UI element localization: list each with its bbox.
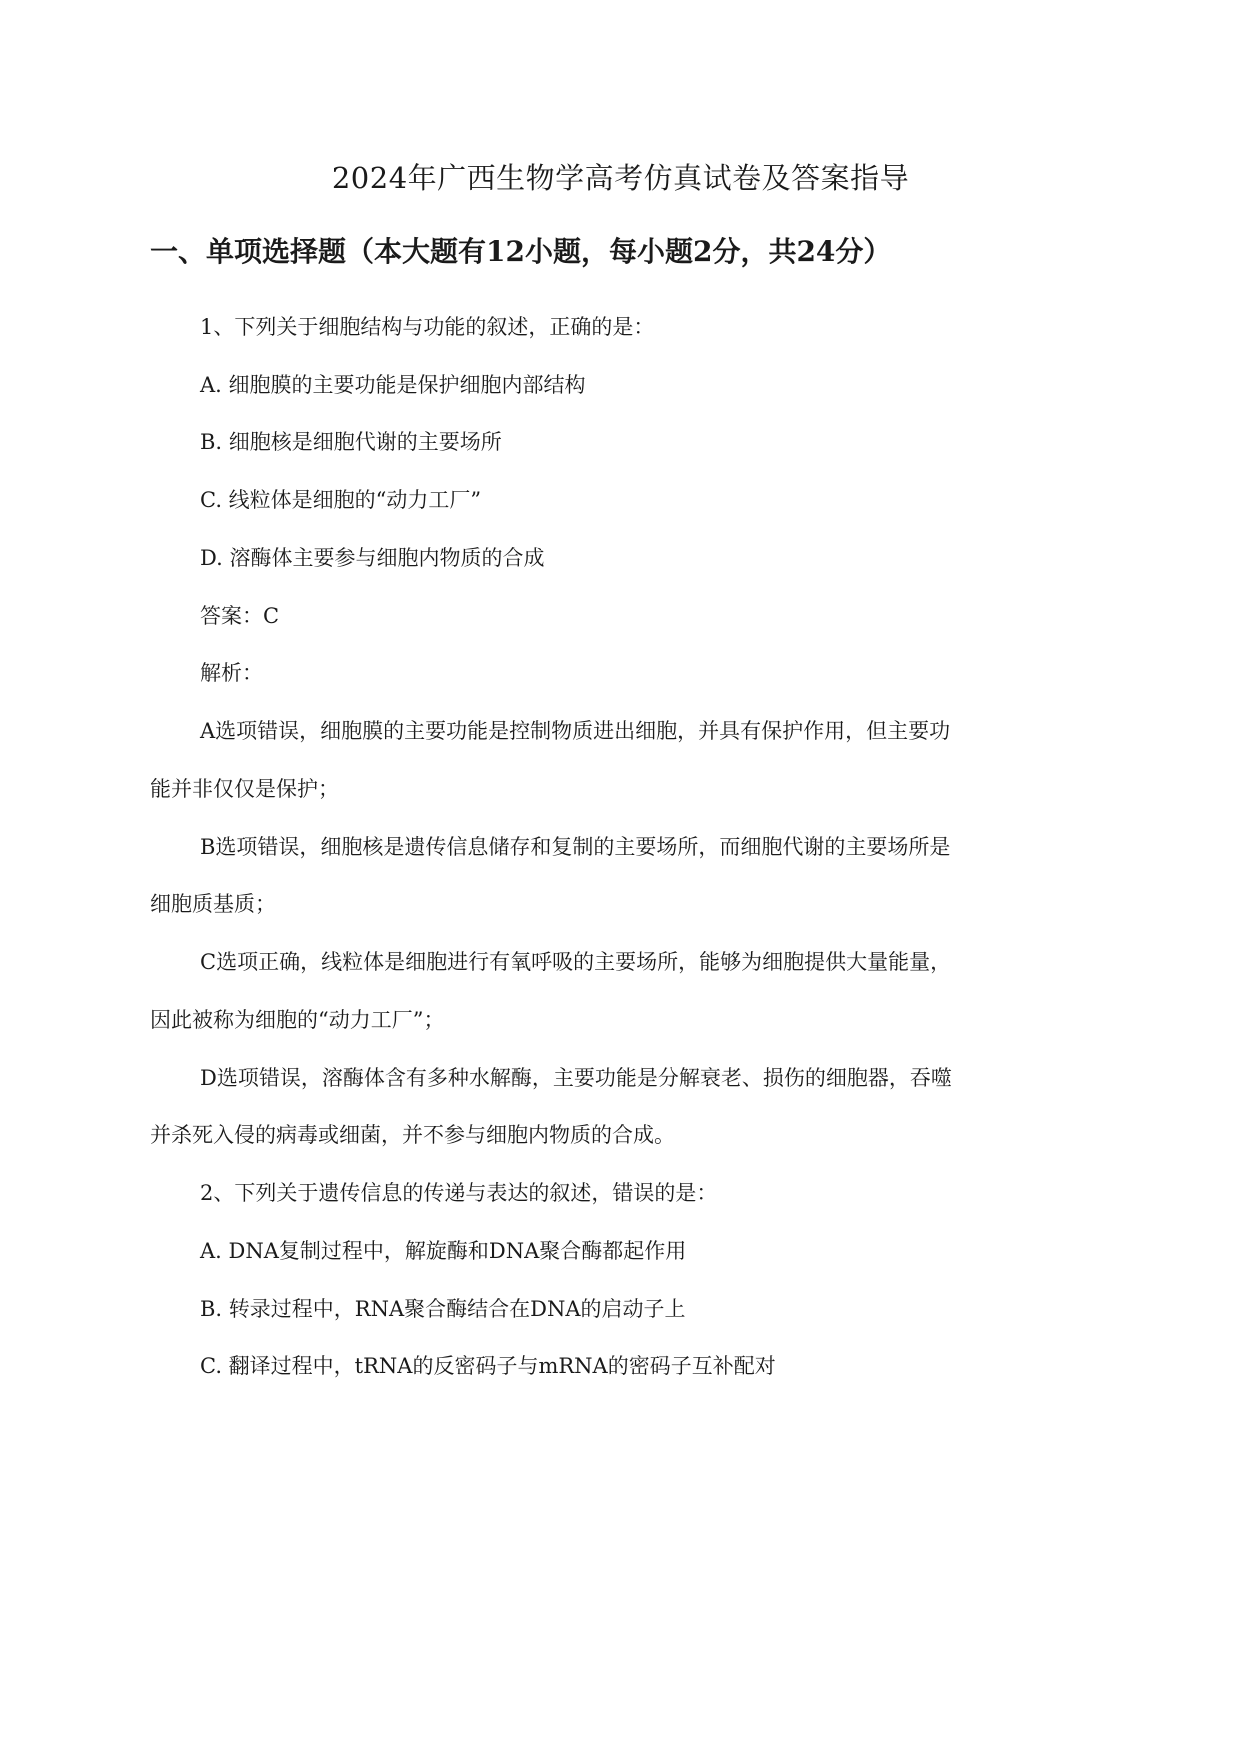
analysis-a-line-2: 能并非仅仅是保护； — [150, 777, 339, 801]
analysis-c-line-1: C选项正确，线粒体是细胞进行有氧呼吸的主要场所，能够为细胞提供大量能量， — [200, 950, 952, 974]
question-1-option-c: C. 线粒体是细胞的“动力工厂” — [200, 488, 482, 512]
question-2-stem: 2、下列关于遗传信息的传递与表达的叙述，错误的是： — [200, 1181, 718, 1205]
analysis-b-line-2: 细胞质基质； — [150, 892, 276, 916]
question-1-option-b: B. 细胞核是细胞代谢的主要场所 — [200, 430, 502, 454]
section-heading: 一、单项选择题（本大题有12小题，每小题2分，共24分） — [150, 235, 892, 268]
question-2-option-a: A. DNA复制过程中，解旋酶和DNA聚合酶都起作用 — [200, 1239, 687, 1263]
analysis-d-line-2: 并杀死入侵的病毒或细菌，并不参与细胞内物质的合成。 — [150, 1123, 675, 1147]
document-title: 2024年广西生物学高考仿真试卷及答案指导 — [331, 161, 910, 195]
analysis-d-line-1: D选项错误，溶酶体含有多种水解酶，主要功能是分解衰老、损伤的细胞器，吞噬 — [200, 1066, 952, 1090]
question-1-option-a: A. 细胞膜的主要功能是保护细胞内部结构 — [200, 373, 586, 397]
question-2-option-b: B. 转录过程中，RNA聚合酶结合在DNA的启动子上 — [200, 1297, 686, 1321]
analysis-b-line-1: B选项错误，细胞核是遗传信息储存和复制的主要场所，而细胞代谢的主要场所是 — [200, 835, 951, 859]
question-1-option-d: D. 溶酶体主要参与细胞内物质的合成 — [200, 546, 545, 570]
question-1-stem: 1、下列关于细胞结构与功能的叙述，正确的是： — [200, 315, 655, 339]
question-2-option-c: C. 翻译过程中，tRNA的反密码子与mRNA的密码子互补配对 — [200, 1354, 776, 1378]
question-1-analysis-label: 解析： — [200, 661, 263, 685]
question-1-answer: 答案：C — [200, 604, 280, 628]
analysis-c-line-2: 因此被称为细胞的“动力工厂”； — [150, 1008, 445, 1032]
analysis-a-line-1: A选项错误，细胞膜的主要功能是控制物质进出细胞，并具有保护作用，但主要功 — [200, 719, 951, 743]
